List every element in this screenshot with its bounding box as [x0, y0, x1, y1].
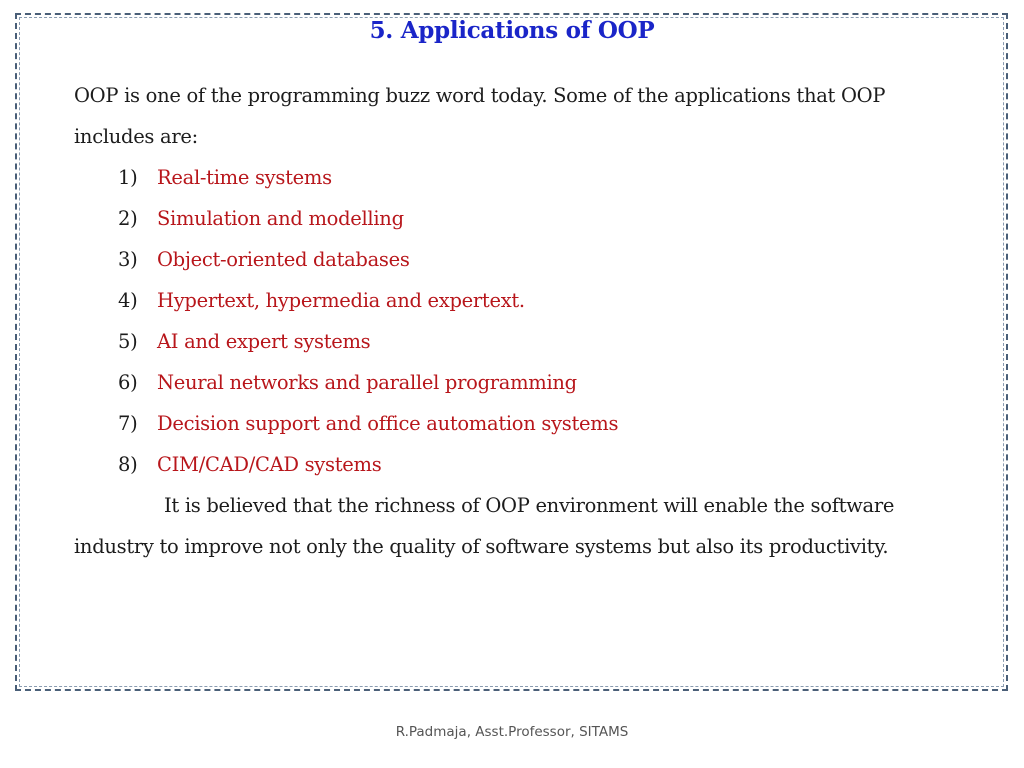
list-item-text: AI and expert systems [157, 330, 371, 353]
list-item-text: Hypertext, hypermedia and expertext. [157, 289, 525, 312]
intro-line-2: includes are: [74, 125, 198, 148]
list-item [118, 412, 618, 435]
list-item-number: 8) [118, 453, 138, 476]
slide-footer: R.Padmaja, Asst.Professor, SITAMS [395, 724, 629, 740]
list-item-text: CIM/CAD/CAD systems [157, 453, 382, 476]
intro-line-1: OOP is one of the programming buzz word today. Some of the applications that OOP [74, 84, 886, 107]
list-item [118, 289, 525, 312]
closing-line-2: industry to improve not only the quality of software systems but also its productivity. [74, 535, 889, 558]
list-item-text: Real-time systems [157, 166, 332, 189]
list-item-text: Neural networks and parallel programming [157, 371, 577, 394]
list-item-text: Decision support and office automation systems [157, 412, 619, 435]
list-item-number: 3) [118, 248, 138, 271]
slide-title: 5. Applications of OOP [369, 17, 655, 44]
list-item-text: Simulation and modelling [157, 207, 404, 230]
list-item [118, 371, 577, 394]
list-item-number: 5) [118, 330, 138, 353]
list-item [118, 207, 404, 230]
closing-line-1: It is believed that the richness of OOP environment will enable the software [164, 494, 895, 517]
list-item-number: 2) [118, 207, 138, 230]
list-item [118, 166, 332, 189]
list-item-number: 1) [118, 166, 138, 189]
list-item-number: 6) [118, 371, 138, 394]
list-item [118, 453, 381, 476]
list-item [118, 330, 370, 353]
list-item [118, 248, 410, 271]
list-item-number: 4) [118, 289, 138, 312]
list-item-text: Object-oriented databases [157, 248, 410, 271]
list-item-number: 7) [118, 412, 138, 435]
